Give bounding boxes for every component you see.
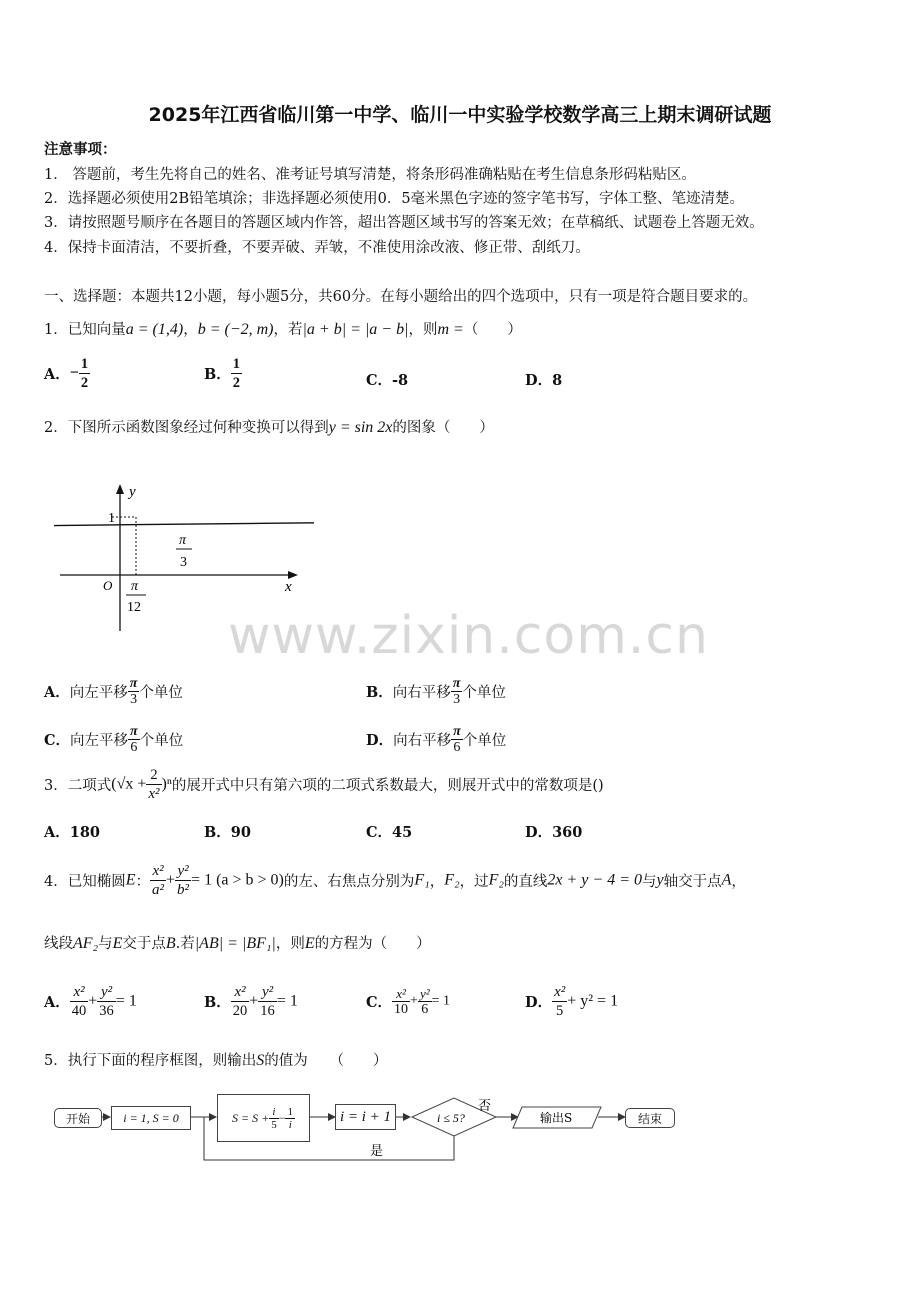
q1-option-c: C．-8 [366, 372, 409, 389]
flow-update-frac2 [285, 1106, 295, 1131]
question-4-line-2 [44, 932, 431, 953]
no-label: 否 [478, 1099, 492, 1114]
q1-option-a-den: 2 [80, 375, 89, 391]
q4-and: 与 [98, 936, 113, 952]
q4-frac-y [175, 862, 191, 899]
q4-option-a-x: x² [70, 983, 89, 1002]
notice-item-1: 1． 答题前，考生先将自己的姓名、准考证号填写清楚，将条形码准确粘贴在考生信息条形码粘贴区。 [44, 167, 696, 183]
q4-meet: 轴交于点 [663, 874, 722, 890]
q2-text-post: 的图象（ ） [392, 420, 494, 436]
question-5 [44, 1049, 387, 1070]
q4-option-a-label: A． [44, 994, 70, 1011]
q1-condition: |a + b| = |a − b| [302, 321, 409, 338]
question-3 [44, 766, 604, 803]
x-axis-label: x [285, 579, 292, 595]
q3-option-d: D．360 [525, 824, 583, 841]
q2-option-b-post: 个单位 [462, 685, 506, 701]
flow-update-frac2-n: 1 [287, 1105, 293, 1118]
q3-frac [146, 766, 161, 803]
q3-option-b: B．90 [204, 824, 251, 841]
q1-option-a-num: 1 [80, 356, 89, 372]
q1-option-d: D．8 [525, 372, 563, 389]
q2-option-a-label: A． [44, 684, 70, 701]
q4-e3: E [304, 935, 315, 952]
x-axis-arrow [288, 571, 298, 579]
q4-option-b-yd: 16 [260, 1003, 275, 1019]
q4-eq: = 1 (a > b > 0) [191, 871, 284, 889]
q2-option-b-den: 3 [453, 692, 461, 707]
q3-option-c: C．45 [366, 824, 413, 841]
q4-f2b: F₂ [488, 871, 504, 889]
q4-if: .若 [175, 936, 195, 952]
q4-option-c-label: C． [366, 994, 393, 1011]
pi-over-12-num: π [131, 579, 139, 594]
q2-option-d-pre: 向右平移 [393, 733, 452, 749]
question-4-line-1 [44, 862, 746, 899]
q2-option-a-pre: 向左平移 [69, 685, 128, 701]
notice-heading: 注意事项： [44, 141, 117, 158]
q2-option-a-frac [128, 676, 140, 707]
q2-option-c [44, 724, 183, 755]
flow-update-frac1 [269, 1106, 279, 1131]
pi-over-3-den: 3 [180, 555, 187, 570]
q4-option-d [525, 983, 618, 1020]
question-1 [44, 318, 522, 339]
question-2 [44, 416, 494, 437]
q4-frac-x [150, 862, 166, 899]
q4-option-b-r: = 1 [276, 992, 298, 1010]
notice-item-2: 2．选择题必须使用2B铅笔填涂；非选择题必须使用0．5毫米黑色字迹的签字笔书写，字体工整、笔迹清楚。 [44, 191, 745, 207]
q1-option-b-frac [231, 355, 242, 392]
q2-option-d-den: 6 [453, 740, 461, 755]
q4-option-b-xd: 20 [232, 1003, 248, 1019]
q1-m: m = [437, 321, 464, 338]
q2-option-c-den: 6 [130, 740, 138, 755]
q1-ask: ，则 [408, 322, 438, 338]
one-label: 1 [108, 511, 115, 526]
q4-af2: AF₂ [73, 935, 99, 952]
q4-eqof: 的方程为（ ） [314, 936, 431, 952]
origin-label: O [103, 578, 113, 593]
q4-option-d-x: x² [554, 984, 566, 1000]
q4-with: 与 [642, 874, 657, 890]
q4-option-a: A． $\frac{\text{x²}}{40}$ + $\frac{\text{y²}}{36}$ = 1 [44, 984, 137, 1019]
q4-a: A [721, 871, 732, 889]
q5-s: S [256, 1052, 265, 1069]
q4-option-b-fy [258, 983, 277, 1020]
q4-line: 的直线 [503, 874, 548, 890]
q1-option-b-num: 1 [232, 356, 241, 372]
y-axis-arrow [116, 484, 124, 494]
q4-frac-y-num: y² [175, 862, 191, 881]
yes-label: 是 [370, 1144, 384, 1159]
flow-update-minus: − [278, 1110, 286, 1125]
q2-option-b-frac [451, 676, 463, 707]
q1-option-b-label: B． [204, 366, 231, 383]
q4-f2: F₂ [444, 871, 460, 889]
q4-f1: F₁ [414, 871, 430, 889]
notice-item-3: 3．请按照题号顺序在各题目的答题区域内作答，超出答题区域书写的答案无效；在草稿纸、试题卷上答题无效。 [44, 215, 764, 231]
q4-option-c: C． $\frac{\text{x²}}{10}$ + $\frac{\text{y²}}{6}$ = 1 [366, 986, 451, 1017]
q2-option-c-frac [128, 724, 140, 755]
q1-option-a-sign: − [69, 364, 79, 382]
watermark: www.zixin.com.cn [228, 606, 709, 666]
q2-option-a-den: 3 [130, 692, 138, 707]
q4-e: E [125, 871, 136, 889]
q4-colon: ： [135, 874, 151, 890]
q5-post: 的值为 （ ） [264, 1053, 388, 1069]
q4-comma: ， [429, 874, 445, 890]
q4-option-c-fy [418, 986, 432, 1017]
q4-option-b-x: x² [231, 983, 250, 1002]
condition-text: i ≤ 5? [437, 1111, 465, 1125]
q4-line2-pre: 线段 [44, 936, 73, 952]
q2-function: y = sin 2x [328, 419, 393, 436]
q2-option-d [366, 724, 506, 755]
q1-option-a-label: A． [44, 366, 70, 383]
q4-y: y [656, 871, 664, 889]
q1-blank: （ ） [463, 322, 522, 338]
q4-option-c-r: = 1 [431, 993, 451, 1009]
q3-post: 的展开式中只有第六项的二项式系数最大，则展开式中的常数项是() [171, 778, 604, 794]
q1-option-b [204, 355, 242, 392]
q4-option-d-fx [552, 983, 567, 1020]
q1-vector-a: a = (1,4) [125, 321, 184, 338]
q4-line-eq: 2x + y − 4 = 0 [547, 871, 642, 889]
q4-option-a-r: = 1 [115, 992, 137, 1010]
q4-cond: |AB| = |BF₁| [194, 935, 276, 952]
notice-item-4: 4．保持卡面清洁，不要折叠，不要弄破、弄皱，不准使用涂改液、修正带、刮纸刀。 [44, 240, 590, 256]
q2-option-a-num: π [129, 676, 138, 691]
q2-option-c-post: 个单位 [139, 733, 184, 749]
q1-option-a [44, 355, 90, 392]
pi-over-3-num: π [179, 533, 187, 548]
q2-option-b-pre: 向右平移 [392, 685, 451, 701]
q1-number: 1．已知向量 [44, 322, 126, 338]
q4-e2: E [112, 935, 123, 952]
q2-option-b-num: π [452, 676, 461, 691]
q4-option-d-label: D． [525, 994, 553, 1011]
q1-cond-pre: ，若 [273, 322, 303, 338]
q4-option-a-y: y² [97, 983, 116, 1002]
flow-init: i = 1, S = 0 [111, 1106, 191, 1130]
q4-option-a-fy [97, 983, 116, 1020]
q5-flowchart-lines [40, 1090, 690, 1170]
q2-option-d-frac [451, 724, 463, 755]
page-title: 2025年江西省临川第一中学、临川一中实验学校数学高三上期末调研试题 [148, 104, 772, 126]
q4-b: B [165, 935, 176, 952]
q2-text-pre: 2．下图所示函数图象经过何种变换可以得到 [44, 420, 329, 436]
q3-expr-right: )ⁿ [161, 775, 172, 793]
q4-option-d-xd: 5 [556, 1003, 564, 1019]
flow-update-pre: S = S + [232, 1110, 270, 1125]
q4-option-b-fx [231, 983, 250, 1020]
q1-sep: ， [183, 322, 198, 338]
q4-option-a-fx [70, 983, 89, 1020]
q2-option-c-label: C． [44, 732, 71, 749]
q2-option-b [366, 676, 506, 707]
q4-option-c-x: x² [392, 986, 410, 1002]
flow-update [217, 1094, 310, 1142]
q4-end1: ， [731, 874, 746, 890]
q5-pre: 5．执行下面的程序框图，则输出 [44, 1053, 257, 1069]
q4-frac-x-num: x² [150, 862, 166, 881]
flow-end: 结束 [625, 1108, 675, 1128]
q4-then: ，则 [275, 936, 305, 952]
q4-pre: 4．已知椭圆 [44, 874, 126, 890]
q4-frac-y-den: b² [177, 882, 190, 898]
section-heading: 一、选择题：本题共12小题，每小题5分，共60分。在每小题给出的四个选项中，只有一项是符合题目要求的。 [44, 289, 758, 305]
pi-over-12-den: 12 [127, 600, 141, 615]
q4-option-a-xd: 40 [71, 1003, 87, 1019]
q2-option-c-num: π [130, 724, 138, 739]
q2-option-a-post: 个单位 [139, 685, 183, 701]
q3-option-a: A．180 [44, 824, 101, 841]
flow-update-frac1-n: i [269, 1106, 279, 1119]
y-axis-label: y [129, 484, 136, 500]
q4-option-b-label: B． [204, 994, 231, 1011]
q4-option-b: B． $\frac{\text{x²}}{20}$ + $\frac{\text{y²}}{16}$ = 1 [204, 984, 298, 1019]
q2-option-d-post: 个单位 [462, 733, 507, 749]
q1-option-b-den: 2 [232, 375, 241, 391]
q3-expr-left: (√x + [111, 775, 147, 793]
q4-mid: 的左、右焦点分别为 [283, 874, 415, 890]
q4-cross: 交于点 [122, 936, 166, 952]
q1-vector-b: b = (−2, m) [197, 321, 274, 338]
q2-option-a [44, 676, 183, 707]
q4-option-c-fx [392, 986, 410, 1017]
q4-option-c-xd: 10 [394, 1002, 409, 1017]
q4-through: ，过 [459, 874, 489, 890]
q4-option-c-yd: 6 [421, 1002, 429, 1017]
q4-frac-x-den: a² [152, 882, 165, 898]
q2-option-d-num: π [453, 724, 461, 739]
q4-plus: + [166, 871, 176, 889]
flow-update-frac2-d: i [288, 1118, 292, 1131]
q4-option-a-yd: 36 [99, 1003, 114, 1019]
output-text: 输出S [540, 1111, 573, 1125]
flow-update-frac1-d: 5 [271, 1118, 277, 1131]
q4-option-b-y: y² [258, 983, 277, 1002]
q3-frac-num: 2 [146, 766, 161, 785]
q2-option-d-label: D． [366, 732, 394, 749]
q3-frac-den: x² [148, 786, 160, 802]
q3-pre: 3．二项式 [44, 778, 112, 794]
q2-option-c-pre: 向左平移 [70, 733, 129, 749]
q4-option-c-y: y² [419, 986, 430, 1001]
q2-option-b-label: B． [366, 684, 393, 701]
flow-start: 开始 [54, 1108, 102, 1128]
q1-option-a-frac [79, 355, 90, 392]
q4-option-d-tail: + y² = 1 [567, 992, 619, 1010]
flow-increment: i = i + 1 [335, 1104, 396, 1130]
